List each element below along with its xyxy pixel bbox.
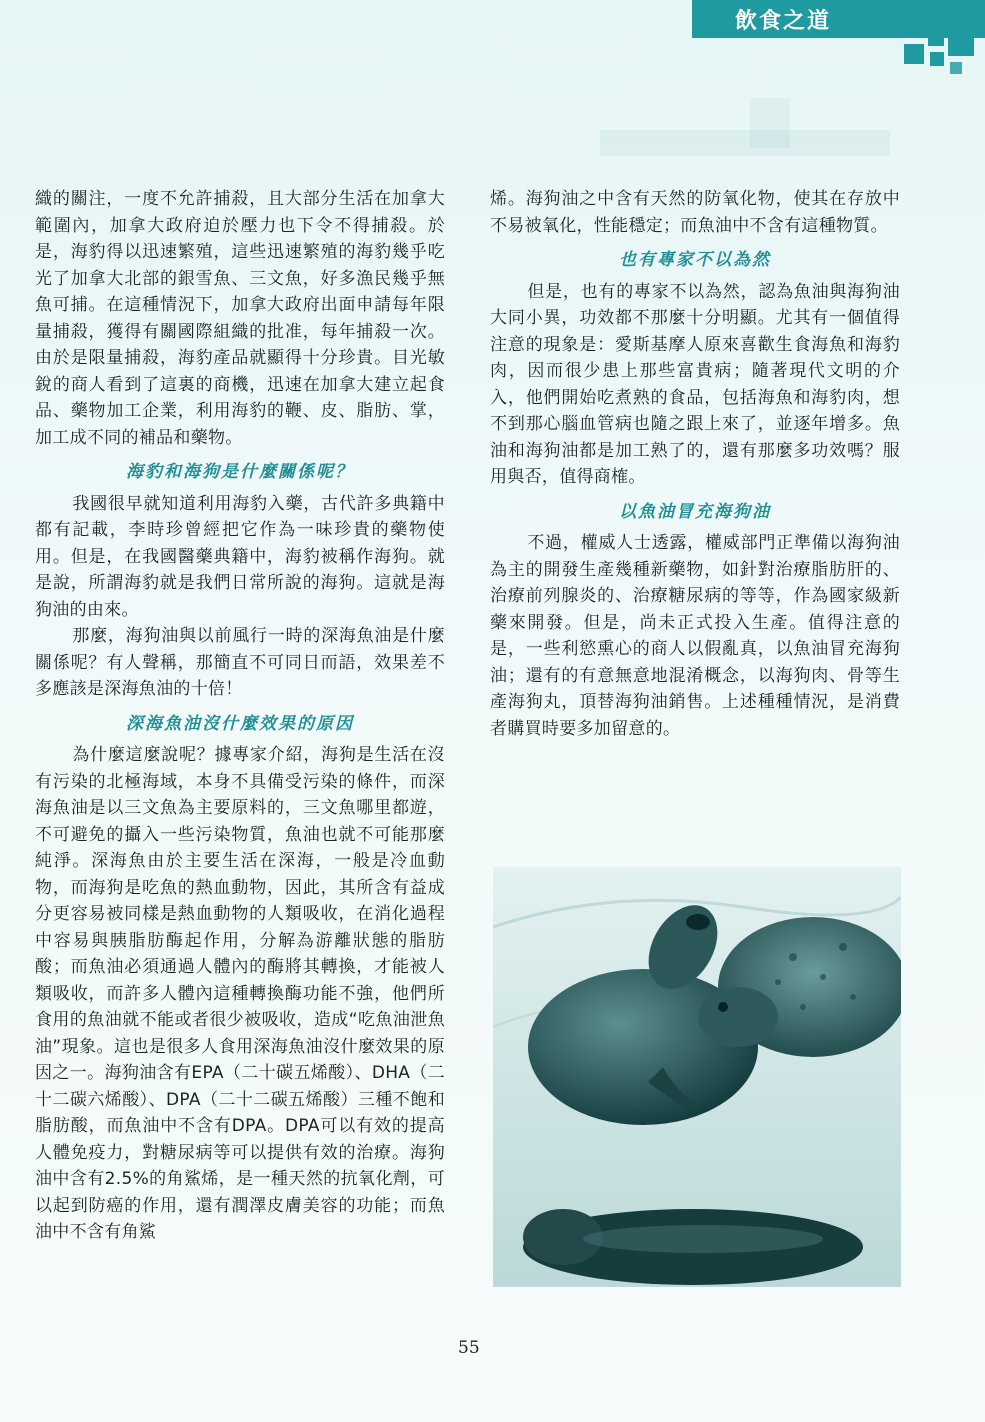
seals-photo (493, 867, 901, 1287)
left-paragraph-1: 織的關注，一度不允許捕殺，且大部分生活在加拿大範圍內，加拿大政府迫於壓力也下令不得捕殺。於是，海豹得以迅速繁殖，這些迅速繁殖的海豹幾乎吃光了加拿大北部的銀雪魚、三文魚，好多漁民幾乎無魚可捕。在這種情況下，加拿大政府出面申請每年限量捕殺，獲得有關國際組織的批准，每年捕殺一次。由於是限量捕殺，海豹產品就顯得十分珍貴。目光敏銳的商人看到了這裏的商機，迅速在加拿大建立起食品、藥物加工企業，利用海豹的鞭、皮、脂肪、掌，加工成不同的補品和藥物。 (35, 189, 445, 448)
right-column (490, 186, 900, 742)
right-paragraph-2: 但是，也有的專家不以為然，認為魚油與海狗油大同小異，功效都不那麼十分明顯。尤其有一個值得注意的現象是：愛斯基摩人原來喜歡生食海魚和海豹肉，因而很少患上那些富貴病；隨著現代文明的介入，他們開始吃煮熟的食品，包括海魚和海豹肉，想不到那心腦血管病也隨之跟上來了，並逐年增多。魚油和海狗油都是加工熟了的，還有那麼多功效嗎？服用與否，值得商榷。 (490, 281, 900, 487)
right-paragraph-1: 烯。海狗油之中含有天然的防氧化物，使其在存放中不易被氧化，性能穩定；而魚油中不含有這種物質。 (490, 189, 900, 236)
heading-experts-disagree: 也有專家不以為然 (619, 250, 771, 270)
heading-seal-and-sea-dog: 海豹和海狗是什麼關係呢？ (126, 462, 354, 482)
faded-background-banner (600, 130, 890, 156)
seals-illustration (493, 867, 901, 1287)
left-paragraph-2: 我國很早就知道利用海豹入藥，古代許多典籍中都有記載，李時珍曾經把它作為一味珍貴的藥物使用。但是，在我國醫藥典籍中，海豹被稱作海狗。就是說，所謂海豹就是我們日常所說的海狗。這就是海狗油的由來。 (35, 493, 445, 620)
section-title: 飲食之道 (735, 9, 832, 34)
left-column (35, 186, 445, 1246)
heading-counterfeit-oil: 以魚油冒充海狗油 (619, 501, 771, 522)
left-paragraph-3: 那麼，海狗油與以前風行一時的深海魚油是什麼關係呢？有人聲稱，那簡直不可同日而語，效果差不多應該是深海魚油的十倍！ (35, 626, 445, 699)
faded-background-mark (750, 98, 790, 148)
left-paragraph-4: 為什麼這麼說呢？據專家介紹，海狗是生活在沒有污染的北極海域，本身不具備受污染的條件，而深海魚油是以三文魚為主要原料的，三文魚哪里都遊，不可避免的攝入一些污染物質，魚油也就不可能那麼純淨。深海魚由於主要生活在深海，一般是冷血動物，而海狗是吃魚的熱血動物，因此，其所含有益成分更容易被同樣是熱血動物的人類吸收，在消化過程中容易與胰脂肪酶起作用，分解為游離狀態的脂肪酸；而魚油必須通過人體內的酶將其轉換，才能被人類吸收，而許多人體內這種轉換酶功能不強，他們所食用的魚油就不能或者很少被吸收，造成“吃魚油泄魚油”現象。這也是很多人食用深海魚油沒什麼效果的原因之一。海狗油含有EPA（二十碳五烯酸）、DHA（二十二碳六烯酸）、DPA（二十二碳五烯酸）三種不飽和脂肪酸，而魚油中不含有DPA。DPA可以有效的提高人體免疫力，對糖尿病等可以提供有效的治療。海狗油中含有2.5%的角鯊烯，是一種天然的抗氧化劑，可以起到防癌的作用，還有潤澤皮膚美容的功能；而魚油中不含有角鯊 (35, 745, 445, 1242)
heading-fish-oil-ineffective: 深海魚油沒什麼效果的原因 (126, 713, 354, 734)
right-paragraph-3: 不過，權威人士透露，權威部門正準備以海狗油為主的開發生產幾種新藥物，如針對治療脂肪肝的、治療前列腺炎的、治療糖尿病的等等，作為國家級新藥來開發。但是，尚未正式投入生產。值得注意的是，一些利慾熏心的商人以假亂真，以魚油冒充海狗油；還有的有意無意地混淆概念，以海狗肉、骨等生產海狗丸，頂替海狗油銷售。上述種種情況，是消費者購買時要多加留意的。 (490, 533, 900, 739)
page-number: 55 (458, 1338, 480, 1358)
